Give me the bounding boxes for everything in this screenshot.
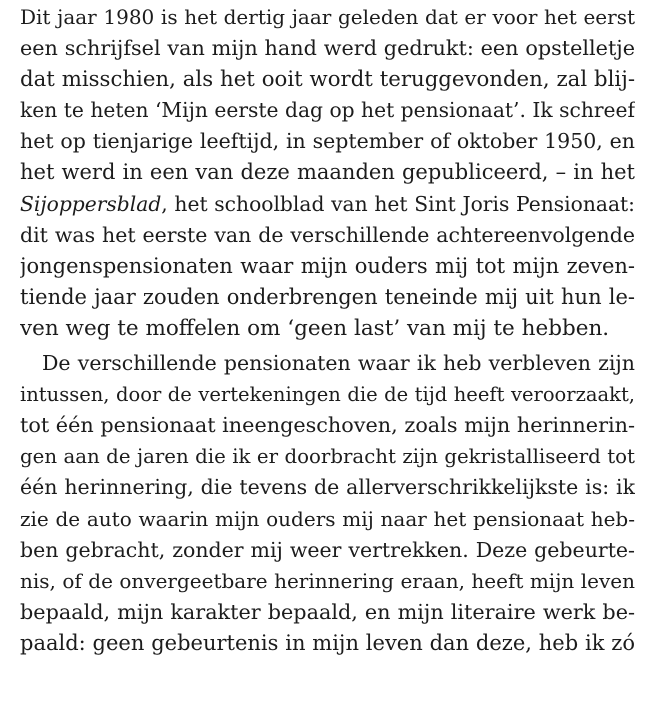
text-line-rest: , het schoolblad van het Sint Joris Pensionaat: [161,191,635,216]
text-line: tot één pensionaat ineengeschoven, zoals mijn herinnerin- [20,413,635,438]
text-line: tiende jaar zouden onderbrengen teneinde mij uit hun le- [20,284,635,309]
text-line [20,189,635,220]
text-line: jongenspensionaten waar mijn ouders mij tot mijn zeven- [20,253,635,278]
text-line: één herinnering, die tevens de allerverschrikkelijkste is: ik [20,475,635,500]
book-page [20,2,635,659]
text-line: het werd in een van deze maanden gepubliceerd, – in het [20,160,635,185]
text-line: bepaald, mijn karakter bepaald, en mijn literaire werk be- [20,599,635,624]
text-line: dit was het eerste van de verschillende achtereenvolgende [20,222,635,247]
text-line: ben gebracht, zonder mij weer vertrekken. Deze gebeurte- [20,537,635,562]
text-line: Dit jaar 1980 is het dertig jaar geleden dat er voor het eerst [20,5,635,29]
text-line: ken te heten ‘Mijn eerste dag op het pensionaat’. Ik schreef [20,98,635,123]
text-line: een schrijfsel van mijn hand werd gedrukt: een opstelletje [20,36,635,61]
text-line: gen aan de jaren die ik er doorbracht zijn gekristalliseerd tot [20,445,635,469]
text-line: De verschillende pensionaten waar ik heb verbleven zijn [42,351,635,376]
text-line: ven weg te moffelen om ‘geen last’ van mij te hebben. [20,315,610,341]
italic-title: Sijoppersblad [20,191,162,216]
text-line: intussen, door de vertekeningen die de tijd heeft veroorzaakt, [20,383,635,407]
text-line: paald: geen gebeurtenis in mijn leven dan deze, heb ik zó [20,630,635,655]
paragraph-2 [20,348,635,659]
text-line: zie de auto waarin mijn ouders mij naar het pensionaat heb- [20,506,635,531]
text-line: dat misschien, als het ooit wordt teruggevonden, zal blij- [20,67,635,93]
text-line: nis, of de onvergeetbare herinnering eraan, heeft mijn leven [20,568,635,593]
text-line: het op tienjarige leeftijd, in september of oktober 1950, en [20,129,635,154]
paragraph-1 [20,2,635,344]
